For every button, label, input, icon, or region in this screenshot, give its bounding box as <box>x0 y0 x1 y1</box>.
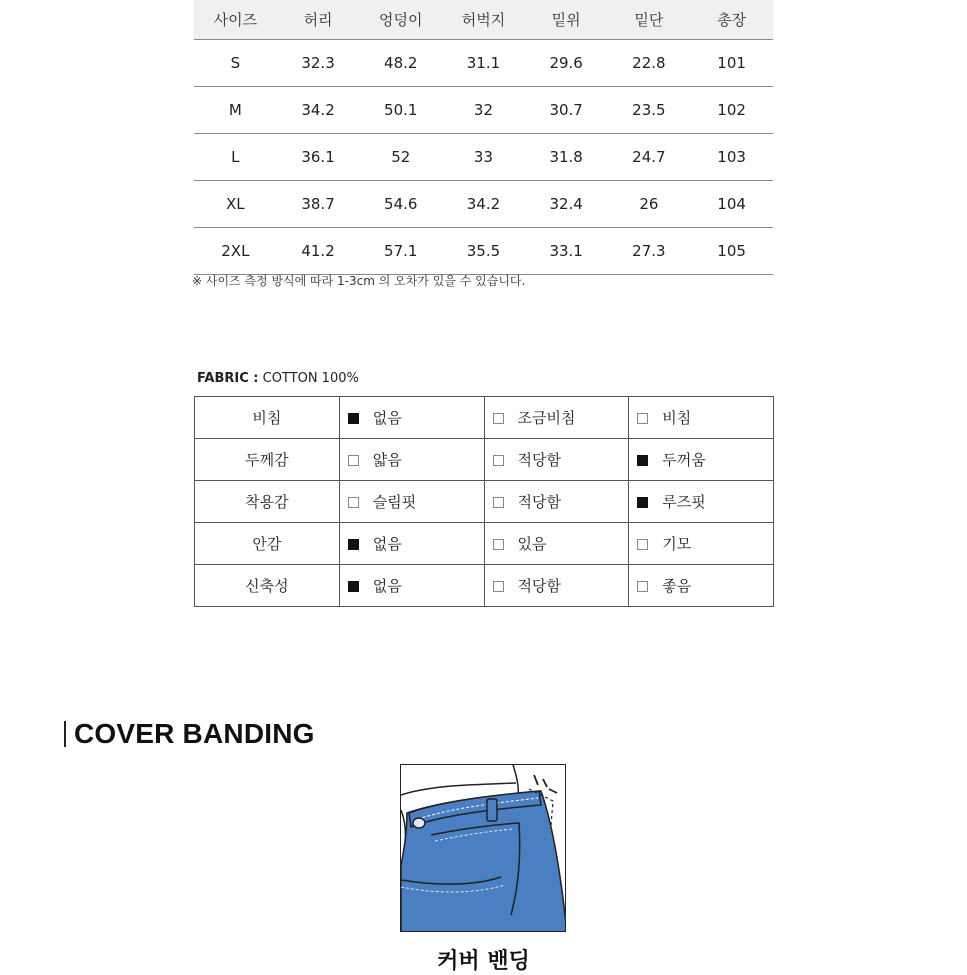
fabric-row-label: 안감 <box>195 523 340 565</box>
size-value-cell: 22.8 <box>608 40 691 87</box>
size-label-cell: M <box>194 87 277 134</box>
fabric-row <box>195 397 774 439</box>
size-value-cell: 105 <box>690 228 773 275</box>
size-header-cell: 엉덩이 <box>359 0 442 40</box>
fabric-option-cell <box>484 439 629 481</box>
size-value-cell: 57.1 <box>359 228 442 275</box>
size-header-cell: 사이즈 <box>194 0 277 40</box>
size-value-cell: 29.6 <box>525 40 608 87</box>
cover-banding-title: COVER BANDING <box>74 718 315 749</box>
fabric-line <box>197 371 359 386</box>
size-label-cell: 2XL <box>194 228 277 275</box>
size-row <box>194 134 773 181</box>
cover-banding-illustration <box>400 764 566 932</box>
checked-box-icon <box>348 581 359 592</box>
fabric-option-label: 얇음 <box>372 451 402 469</box>
size-label-cell: XL <box>194 181 277 228</box>
fabric-option-label: 적당함 <box>517 577 561 595</box>
fabric-option-cell <box>629 481 774 523</box>
fabric-option-label: 두꺼움 <box>662 451 706 469</box>
checked-box-icon <box>348 413 359 424</box>
size-header-cell: 허벅지 <box>442 0 525 40</box>
checked-box-icon <box>637 497 648 508</box>
size-value-cell: 23.5 <box>608 87 691 134</box>
size-value-cell: 102 <box>690 87 773 134</box>
checked-box-icon <box>348 539 359 550</box>
fabric-option-label: 비침 <box>662 409 692 427</box>
fabric-option-cell <box>484 565 629 607</box>
fabric-option-label: 기모 <box>662 535 692 553</box>
unchecked-box-icon <box>493 455 504 466</box>
fabric-table-body <box>195 397 774 607</box>
fabric-option-cell <box>339 565 484 607</box>
fabric-option-cell <box>339 439 484 481</box>
size-value-cell: 32.3 <box>277 40 360 87</box>
fabric-row-label: 착용감 <box>195 481 340 523</box>
fabric-option-label: 조금비침 <box>517 409 576 427</box>
size-value-cell: 34.2 <box>277 87 360 134</box>
fabric-property-table <box>194 396 774 607</box>
fabric-option-cell <box>484 481 629 523</box>
fabric-row-label: 두께감 <box>195 439 340 481</box>
fabric-label: FABRIC : <box>197 371 259 386</box>
checked-box-icon <box>637 455 648 466</box>
size-value-cell: 48.2 <box>359 40 442 87</box>
fabric-row <box>195 439 774 481</box>
fabric-row <box>195 565 774 607</box>
size-table-body <box>194 40 773 275</box>
size-header-cell: 허리 <box>277 0 360 40</box>
size-value-cell: 31.8 <box>525 134 608 181</box>
size-header-cell: 밑단 <box>608 0 691 40</box>
size-row <box>194 228 773 275</box>
fabric-option-cell <box>629 397 774 439</box>
unchecked-box-icon <box>493 539 504 550</box>
cover-banding-caption: 커버 밴딩 <box>437 949 530 974</box>
size-value-cell: 33 <box>442 134 525 181</box>
size-value-cell: 36.1 <box>277 134 360 181</box>
fabric-option-cell <box>339 481 484 523</box>
unchecked-box-icon <box>637 413 648 424</box>
fabric-option-label: 있음 <box>517 535 547 553</box>
size-value-cell: 27.3 <box>608 228 691 275</box>
fabric-option-cell <box>629 565 774 607</box>
fabric-row <box>195 481 774 523</box>
fabric-option-cell <box>339 523 484 565</box>
size-table-header-row <box>194 0 773 40</box>
size-value-cell: 24.7 <box>608 134 691 181</box>
size-value-cell: 104 <box>690 181 773 228</box>
size-header-cell: 총장 <box>690 0 773 40</box>
unchecked-box-icon <box>637 539 648 550</box>
size-row <box>194 87 773 134</box>
fabric-option-cell <box>484 397 629 439</box>
size-value-cell: 35.5 <box>442 228 525 275</box>
cover-banding-heading <box>64 718 315 750</box>
size-value-cell: 103 <box>690 134 773 181</box>
fabric-option-cell <box>339 397 484 439</box>
size-value-cell: 26 <box>608 181 691 228</box>
heading-bar <box>64 721 66 747</box>
size-value-cell: 33.1 <box>525 228 608 275</box>
fabric-option-label: 루즈핏 <box>662 493 706 511</box>
fabric-option-label: 적당함 <box>517 451 561 469</box>
fabric-option-label: 좋음 <box>662 577 692 595</box>
unchecked-box-icon <box>637 581 648 592</box>
size-value-cell: 32 <box>442 87 525 134</box>
fabric-row <box>195 523 774 565</box>
fabric-option-label: 적당함 <box>517 493 561 511</box>
fabric-option-label: 없음 <box>372 409 402 427</box>
size-value-cell: 30.7 <box>525 87 608 134</box>
size-value-cell: 31.1 <box>442 40 525 87</box>
size-row <box>194 181 773 228</box>
size-value-cell: 32.4 <box>525 181 608 228</box>
size-label-cell: S <box>194 40 277 87</box>
unchecked-box-icon <box>348 455 359 466</box>
fabric-row-label: 비침 <box>195 397 340 439</box>
unchecked-box-icon <box>493 497 504 508</box>
fabric-row-label: 신축성 <box>195 565 340 607</box>
fabric-option-cell <box>629 523 774 565</box>
unchecked-box-icon <box>493 413 504 424</box>
unchecked-box-icon <box>493 581 504 592</box>
size-value-cell: 41.2 <box>277 228 360 275</box>
size-header-cell: 밑위 <box>525 0 608 40</box>
size-value-cell: 54.6 <box>359 181 442 228</box>
fabric-option-label: 슬림핏 <box>372 493 417 511</box>
size-table <box>194 0 773 275</box>
fabric-value: COTTON 100% <box>262 371 359 386</box>
size-value-cell: 38.7 <box>277 181 360 228</box>
size-value-cell: 101 <box>690 40 773 87</box>
fabric-option-cell <box>629 439 774 481</box>
jeans-waistband-icon <box>401 765 566 932</box>
size-label-cell: L <box>194 134 277 181</box>
fabric-option-cell <box>484 523 629 565</box>
size-row <box>194 40 773 87</box>
size-value-cell: 50.1 <box>359 87 442 134</box>
unchecked-box-icon <box>348 497 359 508</box>
size-value-cell: 34.2 <box>442 181 525 228</box>
fabric-option-label: 없음 <box>372 535 402 553</box>
size-value-cell: 52 <box>359 134 442 181</box>
size-note: ※ 사이즈 측정 방식에 따라 1-3cm 의 오차가 있을 수 있습니다. <box>192 274 526 288</box>
fabric-option-label: 없음 <box>372 577 402 595</box>
